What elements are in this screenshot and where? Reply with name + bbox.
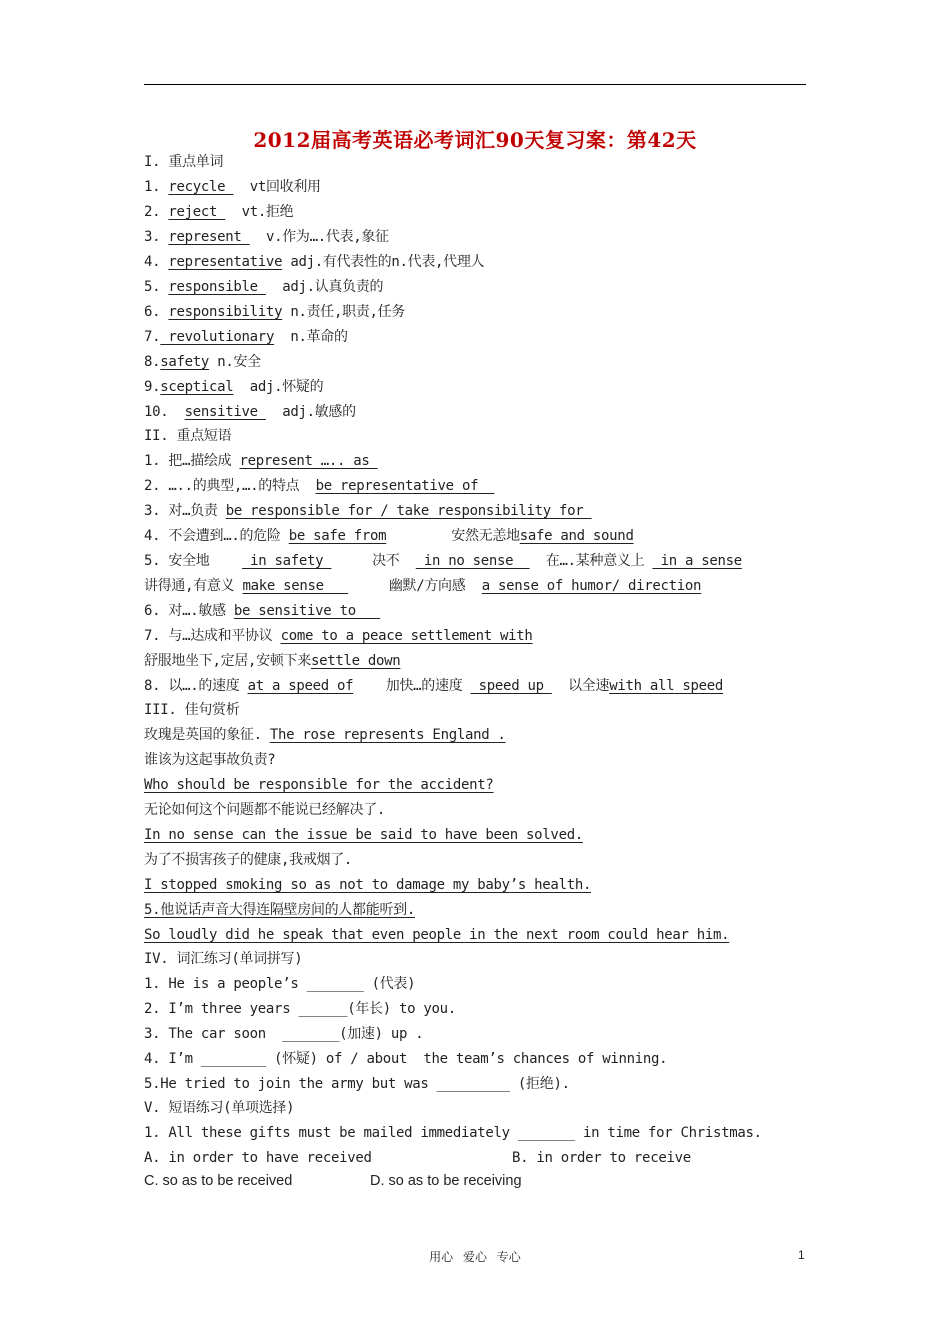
sentence-en: Who should be responsible for the accident?	[144, 777, 494, 793]
sentence-cn: 谁该为这起事故负责?	[144, 752, 276, 768]
options-row-cd	[144, 1169, 814, 1193]
phrase-item-5: 5. 安全地 in safety 决不 in no sense 在….某种意义上 in a sense	[144, 553, 742, 569]
word-item-9: 9.sceptical adj.怀疑的	[144, 379, 324, 395]
word-item-2: 2. reject vt.拒绝	[144, 204, 294, 220]
option-d: D. so as to be receiving	[370, 1173, 522, 1189]
phrase-answer: in safety	[242, 553, 332, 569]
word-meaning: adj.认真负责的	[282, 279, 384, 295]
word-answer: reject	[168, 204, 226, 220]
word-meaning: adj.敏感的	[282, 404, 356, 420]
word-answer: represent	[168, 229, 250, 245]
section-heading-vocab: IV. 词汇练习(单词拼写)	[144, 951, 303, 967]
word-meaning: v.作为….代表,象征	[265, 229, 389, 245]
footer-text: 用心 爱心 专心	[429, 1250, 521, 1264]
word-item-6: 6. responsibility n.责任,职责,任务	[144, 304, 406, 320]
section-heading-phrase-exercise: V. 短语练习(单项选择)	[144, 1100, 295, 1116]
phrase-item-3: 3. 对…负责 be responsible for / take responsibility for	[144, 503, 592, 519]
phrase-answer: a sense of humor/ direction	[481, 578, 702, 594]
word-answer: safety	[160, 354, 210, 370]
vocab-exercise: 3. The car soon _______(加速) up .	[144, 1026, 424, 1042]
phrase-answer: settle down	[310, 653, 401, 669]
word-meaning: vt回收利用	[249, 179, 321, 195]
options-row-ab	[144, 1146, 814, 1170]
word-meaning: adj.怀疑的	[249, 379, 324, 395]
word-answer: representative	[168, 254, 283, 270]
vocab-exercise: 5.He tried to join the army but was _________ (拒绝).	[144, 1076, 570, 1092]
sentence-en: So loudly did he speak that even people in the next room could hear him.	[144, 927, 730, 943]
word-item-3: 3. represent v.作为….代表,象征	[144, 229, 389, 245]
sentence-en: I stopped smoking so as not to damage my baby’s health.	[144, 877, 592, 893]
sentence-cn: 为了不损害孩子的健康,我戒烟了.	[144, 852, 353, 868]
phrase-answer: represent ….. as	[239, 453, 378, 469]
phrase-answer: be representative of	[315, 478, 495, 494]
phrase-answer: safe and sound	[519, 528, 634, 544]
option-c: C. so as to be received	[144, 1173, 293, 1189]
phrase-item-1: 1. 把…描绘成 represent ….. as	[144, 453, 378, 469]
page-number: 1	[798, 1248, 805, 1262]
sentence-en: The rose represents England .	[269, 727, 506, 743]
vocab-exercise: 1. He is a people’s _______ (代表)	[144, 976, 416, 992]
word-item-7: 7. revolutionary n.革命的	[144, 329, 348, 345]
section-heading-words: I. 重点单词	[144, 154, 224, 170]
phrase-answer: make sense	[242, 578, 349, 594]
word-item-4: 4. representative adj.有代表性的n.代表,代理人	[144, 254, 485, 270]
word-meaning: n.责任,职责,任务	[290, 304, 406, 320]
vocab-exercise: 2. I’m three years ______(年长) to you.	[144, 1001, 456, 1017]
word-meaning: vt.拒绝	[241, 204, 294, 220]
word-item-1: 1. recycle vt回收利用	[144, 179, 321, 195]
phrase-item-6: 6. 对….敏感 be sensitive to	[144, 603, 381, 619]
phrase-item-4: 4. 不会遭到….的危险 be safe from 安然无恙地safe and sound	[144, 528, 634, 544]
section-heading-sentences: III. 佳句赏析	[144, 702, 240, 718]
word-item-10: 10. sensitive adj.敏感的	[144, 404, 356, 420]
sentence-cn: 玫瑰是英国的象征.	[144, 727, 270, 743]
phrase-answer: speed up	[470, 678, 552, 694]
word-item-5: 5. responsible adj.认真负责的	[144, 279, 384, 295]
word-meaning: n.安全	[217, 354, 261, 370]
word-answer: responsible	[168, 279, 266, 295]
option-b: B. in order to receive	[512, 1150, 691, 1166]
phrase-item-7: 7. 与…达成和平协议 come to a peace settlement with	[144, 628, 533, 644]
phrase-answer: with all speed	[609, 678, 724, 694]
word-answer: sceptical	[160, 379, 234, 395]
phrase-answer: at a speed of	[247, 678, 354, 694]
word-answer: sensitive	[184, 404, 266, 420]
word-meaning: adj.有代表性的n.代表,代理人	[290, 254, 485, 270]
phrase-answer: be safe from	[288, 528, 387, 544]
word-answer: responsibility	[168, 304, 283, 320]
word-item-8: 8.safety n.安全	[144, 354, 261, 370]
option-a: A. in order to have received	[144, 1150, 372, 1166]
word-answer: recycle	[168, 179, 234, 195]
sentence-en: In no sense can the issue be said to have been solved.	[144, 827, 583, 843]
phrase-answer: in a sense	[652, 553, 742, 569]
word-meaning: n.革命的	[290, 329, 348, 345]
word-answer: revolutionary	[160, 329, 275, 345]
phrase-item-5b: 讲得通,有意义 make sense 幽默/方向感 a sense of humor/ direction	[144, 578, 702, 594]
vocab-exercise: 4. I’m ________ (怀疑) of / about the team’s chances of winning.	[144, 1051, 668, 1067]
phrase-item-8: 8. 以….的速度 at a speed of 加快…的速度 speed up 以全速with all speed	[144, 678, 724, 694]
sentence-cn: 无论如何这个问题都不能说已经解决了.	[144, 802, 386, 818]
phrase-item-7b: 舒服地坐下,定居,安顿下来settle down	[144, 653, 401, 669]
phrase-answer: come to a peace settlement with	[280, 628, 533, 644]
sentence-cn: 5.他说话声音大得连隔壁房间的人都能听到.	[144, 902, 415, 918]
page-title: 2012届高考英语必考词汇90天复习案：第42天	[253, 128, 697, 152]
phrase-answer: be sensitive to	[233, 603, 381, 619]
phrase-answer: be responsible for / take responsibility for	[225, 503, 592, 519]
header-rule	[144, 84, 806, 85]
question-text: 1. All these gifts must be mailed immediately _______ in time for Christmas.	[144, 1125, 762, 1141]
section-heading-phrases: II. 重点短语	[144, 428, 232, 444]
sentence-item-1	[144, 723, 814, 747]
phrase-answer: in no sense	[415, 553, 530, 569]
phrase-item-2: 2. …..的典型,….的特点 be representative of	[144, 478, 495, 494]
